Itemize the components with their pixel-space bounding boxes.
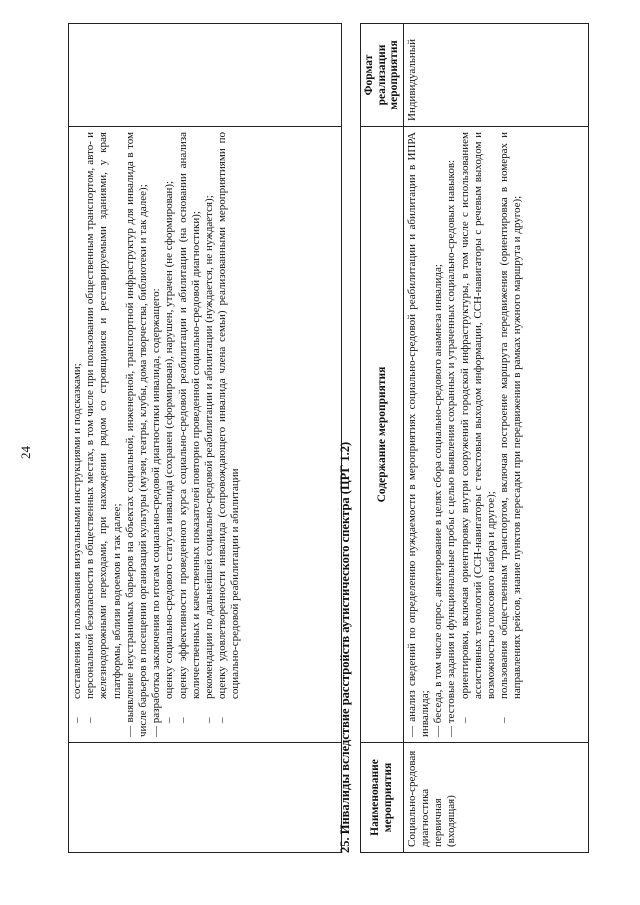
list-item <box>216 132 242 737</box>
list-item-text: анализ сведений по определению нуждаемости в мероприятиях социально-средовой реабилитации и абилитации в ИПРА инвалида; <box>405 132 432 737</box>
bullet-dash: — <box>123 726 136 737</box>
header-content: Содержание мероприятия <box>361 127 404 743</box>
activities-table <box>360 23 589 853</box>
list-item-text: выявление неустранимых барьеров на объектах социальной, инженерной, транспортной инфраструктур для инвалида в том числе барьеров в посещении организаций культуры (музеи, театры, клубы, дома творчества, библиотеки и так далее); <box>123 132 149 737</box>
table-row <box>403 24 588 853</box>
bullet-dash: – <box>216 717 229 723</box>
list-item-text: тестовые задания и функциональные пробы с целью выявления сохранных и утраченных социально-средовых навыков: <box>445 159 458 726</box>
list-item-text: составления и пользования визуальными инструкциями и подсказками; <box>71 363 83 699</box>
list-item <box>71 132 84 737</box>
list-item-text: пользования общественным транспортом, включая построение маршрута передвижения (ориентировка в номерах и направлениях рейсов, знание пунктов пересадки при передвижении в рамках нужного маршрута и другое); <box>498 132 524 699</box>
list-item <box>150 132 163 737</box>
list-item <box>432 132 445 737</box>
list-item <box>459 132 499 737</box>
page-number: 24 <box>18 446 33 459</box>
activity-content <box>403 127 588 743</box>
empty-format-cell <box>69 24 342 127</box>
section-title: 25. Инвалиды вследствие расстройств аутистического спектра (ЦРГ 1.2) <box>338 441 352 853</box>
header-format: Формат реализации мероприятия <box>361 24 404 127</box>
list-item <box>203 132 216 737</box>
activity-name: Социально-средовая диагностика первичная (входящая) <box>403 743 588 853</box>
content-list <box>71 132 242 737</box>
list-item-text: оценку социально-средового статуса инвалида (сохранен (сформирован), нарушен, утрачен (не сформирован); <box>163 180 176 699</box>
list-item-text: оценку эффективности проведенного курса социально-средовой реабилитации и абилитации (на основании анализа количественных и качественных показателей повторно проведенной социально-средовой диагностики); <box>176 132 202 699</box>
bullet-dash: – <box>71 717 83 723</box>
bullet-dash: — <box>150 726 163 737</box>
activity-format: Индивидуальный <box>403 24 588 127</box>
bullet-dash: – <box>202 717 215 723</box>
bullet-dash: — <box>405 726 418 737</box>
continued-table <box>68 23 342 853</box>
list-item-text: разработка заключения по итогам социально-средовой диагностики инвалида, содержащего: <box>150 288 163 726</box>
header-name: Наименование мероприятия <box>361 743 404 853</box>
list-item-text: рекомендации по дальнейшей социально-средовой реабилитации и абилитации (нуждается, не нуждается); <box>202 195 215 699</box>
bullet-dash: — <box>432 726 445 737</box>
list-item-text: персональной безопасности в общественных местах, в том числе при пользовании общественным транспортом, авто- и железнодорожными переходами, при нахождении рядом со строящимися и реставрируемыми зданиями, у края платформы, вблизи водоемов и так далее; <box>84 132 123 699</box>
bullet-dash: – <box>84 717 97 723</box>
list-item-text: ориентировки, включая ориентировку внутри сооружений городской инфраструктуры, в том числе с использованием ассистивных технологий (ССН-навигаторы с текстовым выходом информации, ССН-навигаторы с речевым выходом и возможностью голосового набора и другое); <box>458 132 498 699</box>
table-row <box>69 24 342 853</box>
bullet-dash: – <box>458 717 471 723</box>
content-list <box>406 132 525 737</box>
table-header-row <box>361 24 404 853</box>
list-item <box>177 132 203 737</box>
bullet-dash: – <box>163 717 176 723</box>
content-cell <box>69 127 342 743</box>
list-item <box>498 132 524 737</box>
list-item <box>406 132 432 737</box>
list-item-text: беседа, в том числе опрос, анкетирование в целях сбора социально-средового анамнеза инвалида; <box>432 264 445 726</box>
bullet-dash: – <box>498 717 511 723</box>
bullet-dash: — <box>445 726 458 737</box>
list-item <box>124 132 150 737</box>
list-item <box>163 132 176 737</box>
bullet-dash: – <box>176 717 189 723</box>
list-item-text: оценку удовлетворенности инвалида (сопровождающего инвалида члена семьи) реализованными мероприятиями по социально-средовой реабилитации и абилитации <box>216 132 242 699</box>
list-item <box>84 132 124 737</box>
list-item <box>445 132 458 737</box>
empty-name-cell <box>69 743 342 853</box>
